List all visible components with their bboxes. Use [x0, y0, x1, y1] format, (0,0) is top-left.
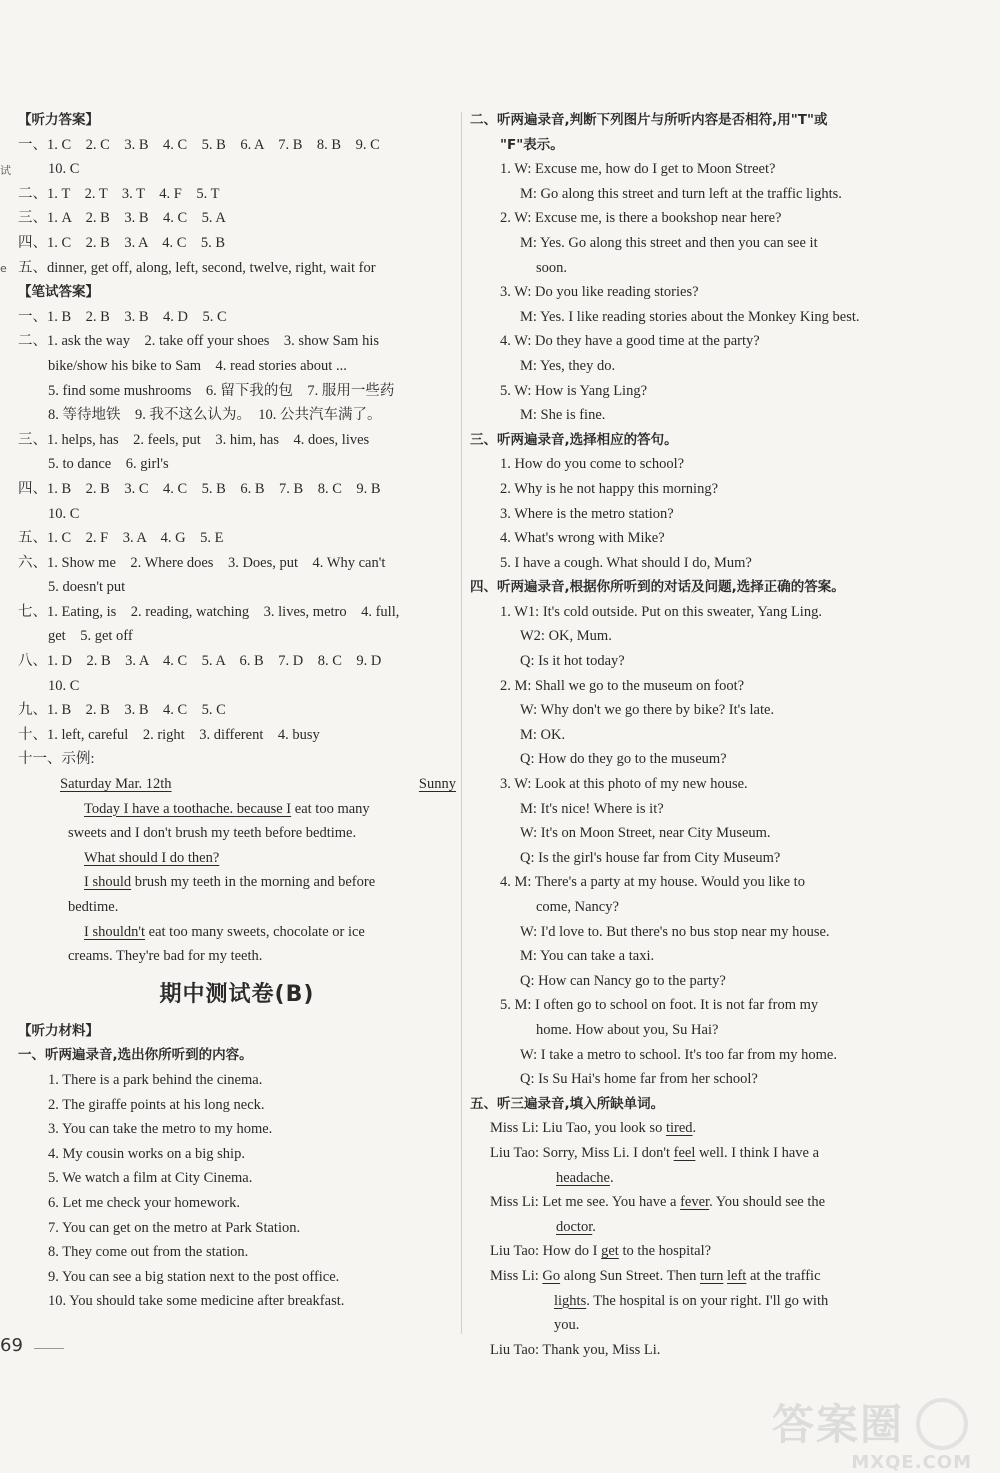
question-line: 5. I have a cough. What should I do, Mum?: [500, 554, 752, 571]
fill-text: Miss Li: Let me see. You have a: [490, 1194, 681, 1211]
fill-answer: turn: [700, 1267, 724, 1284]
essay-line: creams. They're bad for my teeth.: [68, 948, 263, 965]
answer-line: 十、1. left, careful 2. right 3. different 4. busy: [18, 726, 320, 743]
answer-line: 三、1. helps, has 2. feels, put 3. him, has 4. does, lives: [18, 431, 370, 448]
answer-line: 5. find some mushrooms 6. 留下我的包 7. 服用一些药: [48, 382, 395, 399]
essay-line: [18, 920, 456, 945]
material-line: 7. You can get on the metro at Park Station.: [48, 1219, 301, 1236]
dialog-line: M: It's nice! Where is it?: [520, 800, 664, 817]
left-column: [18, 108, 456, 1314]
dialog-line: W: It's on Moon Street, near City Museum.: [520, 825, 771, 842]
essay-line: [18, 870, 456, 895]
question-line: 3. Where is the metro station?: [500, 505, 674, 522]
dialog-line: 3. W: Do you like reading stories?: [500, 284, 699, 301]
watermark-url: MXQE.COM: [851, 1452, 972, 1473]
section-header: "F"表示。: [500, 136, 564, 153]
fill-answer: doctor: [556, 1218, 593, 1235]
watermark-logo: [772, 1392, 972, 1473]
question-line: 4. What's wrong with Mike?: [500, 530, 665, 547]
fill-text: .: [692, 1120, 697, 1137]
material-line: 10. You should take some medicine after breakfast.: [48, 1293, 345, 1310]
material-line: 4. My cousin works on a big ship.: [48, 1145, 245, 1162]
essay-line: sweets and I don't brush my teeth before bedtime.: [68, 825, 357, 842]
fill-line: [470, 1166, 910, 1191]
dialog-line: 2. W: Excuse me, is there a bookshop near here?: [500, 210, 782, 227]
dialog-line: home. How about you, Su Hai?: [536, 1021, 719, 1038]
fill-text: Miss Li:: [490, 1267, 543, 1284]
fill-text: . You should see the: [709, 1194, 826, 1211]
essay-line: [18, 797, 456, 822]
answer-line: 二、1. ask the way 2. take off your shoes 3. show Sam his: [18, 333, 379, 350]
essay-line: [18, 846, 456, 871]
answer-line: 五、1. C 2. F 3. A 4. G 5. E: [18, 530, 224, 547]
dialog-line: W: I'd love to. But there's no bus stop near my house.: [520, 923, 830, 940]
dialog-line: 4. W: Do they have a good time at the party?: [500, 333, 760, 350]
answer-line: 八、1. D 2. B 3. A 4. C 5. A 6. B 7. D 8. C 9. D: [18, 653, 382, 670]
material-line: 8. They come out from the station.: [48, 1244, 249, 1261]
page-number: 69: [0, 1335, 23, 1356]
fill-answer: left: [726, 1267, 747, 1284]
essay-text: brush my teeth in the morning and before: [131, 874, 376, 891]
answer-line: 十一、示例:: [18, 751, 95, 768]
material-line: 2. The giraffe points at his long neck.: [48, 1096, 265, 1113]
answer-line: 一、1. B 2. B 3. B 4. D 5. C: [18, 308, 227, 325]
answer-line: 5. to dance 6. girl's: [48, 456, 169, 473]
answer-line: 七、1. Eating, is 2. reading, watching 3. lives, metro 4. full,: [18, 603, 400, 620]
answer-line: bike/show his bike to Sam 4. read stories about ...: [48, 357, 347, 374]
answer-line: 九、1. B 2. B 3. B 4. C 5. C: [18, 702, 226, 719]
fill-text: Liu Tao: How do I: [490, 1243, 602, 1260]
fill-answer: fever: [680, 1194, 710, 1211]
dialog-line: Q: How can Nancy go to the party?: [520, 972, 726, 989]
fill-answer: tired: [665, 1120, 693, 1137]
essay-text: toothache.: [169, 800, 237, 817]
answer-line: 10. C: [48, 505, 80, 522]
essay-underline: Today I have a: [84, 800, 170, 817]
essay-underline: I shouldn't: [84, 923, 146, 940]
fill-line: [470, 1239, 910, 1264]
dialog-line: soon.: [536, 259, 568, 276]
answer-line: 10. C: [48, 161, 80, 178]
material-line: 1. There is a park behind the cinema.: [48, 1071, 263, 1088]
watermark-text: 答案圈: [772, 1400, 905, 1449]
fill-line: [470, 1264, 910, 1289]
dialog-line: M: She is fine.: [520, 407, 606, 424]
answer-line: 五、dinner, get off, along, left, second, twelve, right, wait for: [18, 259, 376, 276]
essay-text: eat too many: [291, 800, 370, 817]
fill-text: .: [592, 1218, 596, 1235]
fill-line: Liu Tao: Thank you, Miss Li.: [490, 1341, 661, 1358]
answer-line: 四、1. B 2. B 3. C 4. C 5. B 6. B 7. B 8. C 9. B: [18, 480, 381, 497]
fill-answer: get: [601, 1243, 619, 1260]
answer-line: 二、1. T 2. T 3. T 4. F 5. T: [18, 185, 220, 202]
fill-line: [470, 1116, 910, 1141]
fill-line: you.: [554, 1317, 580, 1334]
answer-line: 5. doesn't put: [48, 579, 126, 596]
fill-answer: lights: [554, 1292, 587, 1309]
dialog-line: W: I take a metro to school. It's too far from my home.: [520, 1046, 837, 1063]
fill-text: to the hospital?: [618, 1243, 712, 1260]
fill-text: well. I think I have a: [695, 1144, 820, 1161]
material-line: 9. You can see a big station next to the post office.: [48, 1268, 340, 1285]
answer-line: get 5. get off: [48, 628, 133, 645]
section-header: 三、听两遍录音,选择相应的答句。: [470, 431, 678, 448]
edge-char: e: [0, 262, 7, 275]
fill-text: Miss Li: Liu Tao, you look so: [490, 1120, 666, 1137]
material-line: 5. We watch a film at City Cinema.: [48, 1170, 253, 1187]
fill-answer: headache: [556, 1169, 610, 1186]
dialog-line: Q: Is Su Hai's home far from her school?: [520, 1071, 758, 1088]
fill-text: at the traffic: [746, 1267, 821, 1284]
fill-line: [470, 1289, 910, 1314]
column-divider: [461, 112, 462, 1334]
dialog-line: 3. W: Look at this photo of my new house.: [500, 776, 748, 793]
dialog-line: W: Why don't we go there by bike? It's late.: [520, 702, 775, 719]
right-column: [470, 108, 910, 1362]
dialog-line: M: Go along this street and turn left at the traffic lights.: [520, 185, 842, 202]
fill-line: [470, 1215, 910, 1240]
essay-date: Saturday Mar. 12th: [60, 776, 172, 793]
answer-line: 8. 等待地铁 9. 我不这么认为。 10. 公共汽车满了。: [48, 407, 382, 424]
dialog-line: 1. W: Excuse me, how do I get to Moon Street?: [500, 161, 776, 178]
section-title: 期中测试卷(B): [159, 981, 315, 1007]
watermark-ring-icon: [916, 1398, 968, 1450]
dialog-line: come, Nancy?: [536, 899, 619, 915]
section-header: 二、听两遍录音,判断下列图片与所听内容是否相符,用"T"或: [470, 112, 828, 128]
dialog-line: 4. M: There's a party at my house. Would you like to: [500, 874, 805, 891]
dialog-line: 5. W: How is Yang Ling?: [500, 382, 648, 399]
essay-date-line: [18, 772, 456, 797]
section-header: 五、听三遍录音,填入所缺单词。: [470, 1095, 665, 1112]
dialog-line: Q: How do they go to the museum?: [520, 751, 727, 768]
dialog-line: M: Yes. I like reading stories about the Monkey King best.: [520, 308, 860, 325]
dialog-line: 1. W1: It's cold outside. Put on this sweater, Yang Ling.: [500, 603, 822, 620]
edge-char: 试: [0, 164, 11, 177]
question-line: 1. How do you come to school?: [500, 456, 685, 473]
dialog-line: M: Yes, they do.: [520, 357, 616, 374]
fill-text: .: [609, 1169, 614, 1186]
listening-answers-header: 【听力答案】: [18, 112, 99, 128]
answer-line: 三、1. A 2. B 3. B 4. C 5. A: [18, 210, 226, 227]
essay-text: eat too many sweets, chocolate or ice: [145, 923, 365, 940]
fill-text: . The hospital is on your right. I'll go with: [586, 1292, 829, 1309]
fill-line: [470, 1190, 910, 1215]
dialog-line: M: Yes. Go along this street and then you can see it: [520, 234, 818, 251]
dialog-line: M: You can take a taxi.: [520, 948, 655, 965]
answer-line: 一、1. C 2. C 3. B 4. C 5. B 6. A 7. B 8. B 9. C: [18, 136, 380, 153]
question-line: 2. Why is he not happy this morning?: [500, 480, 719, 497]
dialog-line: 2. M: Shall we go to the museum on foot?: [500, 677, 745, 694]
listening-material-header: 【听力材料】: [18, 1022, 99, 1039]
fill-answer: Go: [542, 1267, 561, 1284]
dialog-line: Q: Is it hot today?: [520, 653, 625, 670]
essay-underline: because I: [236, 800, 292, 817]
answer-line: 10. C: [48, 677, 80, 694]
answer-line: 六、1. Show me 2. Where does 3. Does, put 4. Why can't: [18, 554, 386, 571]
fill-line: [470, 1141, 910, 1166]
material-line: 3. You can take the metro to my home.: [48, 1121, 273, 1138]
page-number-rule: [34, 1348, 64, 1349]
fill-text: along Sun Street. Then: [560, 1267, 700, 1284]
dialog-line: Q: Is the girl's house far from City Museum?: [520, 849, 781, 866]
dialog-line: 5. M: I often go to school on foot. It is not far from my: [500, 997, 819, 1014]
dialog-line: W2: OK, Mum.: [520, 628, 612, 645]
answer-line: 四、1. C 2. B 3. A 4. C 5. B: [18, 234, 226, 251]
written-answers-header: 【笔试答案】: [18, 284, 99, 301]
material-line: 6. Let me check your homework.: [48, 1194, 241, 1211]
fill-text: Liu Tao: Sorry, Miss Li. I don't: [490, 1144, 674, 1161]
fill-answer: feel: [673, 1144, 696, 1161]
dialog-line: M: OK.: [520, 726, 566, 743]
section-header: 四、听两遍录音,根据你所听到的对话及问题,选择正确的答案。: [470, 579, 845, 596]
essay-underline: What should I do then?: [84, 849, 220, 866]
essay-underline: I should: [84, 874, 132, 891]
essay-line: bedtime.: [68, 899, 119, 915]
section-header: 一、听两遍录音,选出你所听到的内容。: [18, 1047, 253, 1064]
essay-weather: Sunny: [418, 776, 456, 793]
